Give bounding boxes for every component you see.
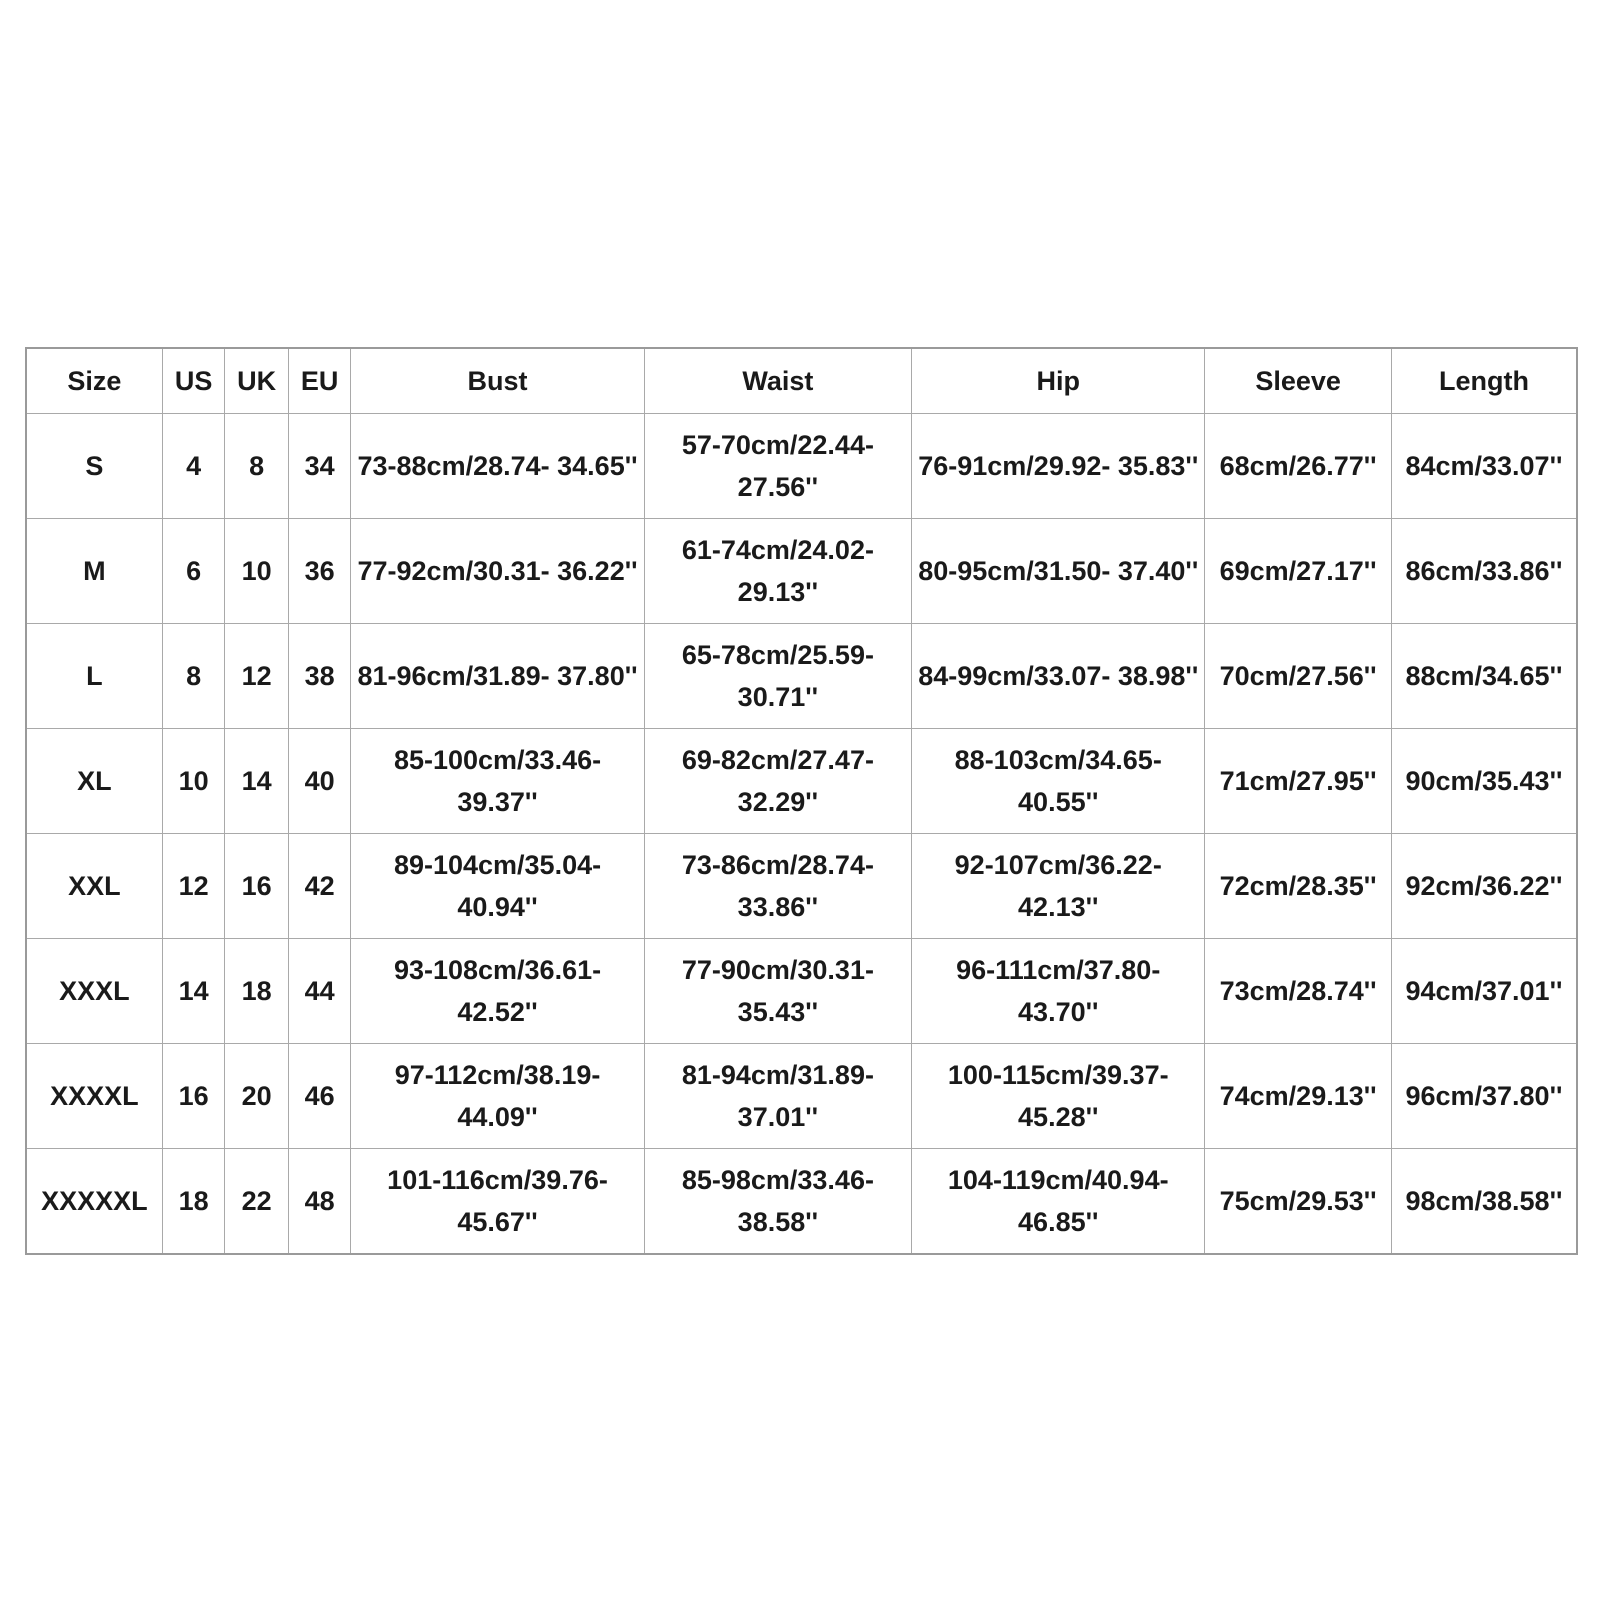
- cell-length: 98cm/38.58'': [1391, 1149, 1577, 1255]
- cell-sleeve: 69cm/27.17'': [1205, 519, 1392, 624]
- cell-hip: 100-115cm/39.37- 45.28'': [912, 1044, 1205, 1149]
- size-chart-header: [26, 348, 1577, 414]
- cell-hip: 92-107cm/36.22- 42.13'': [912, 834, 1205, 939]
- cell-eu: 40: [288, 729, 351, 834]
- cell-sleeve: 71cm/27.95'': [1205, 729, 1392, 834]
- cell-waist: 57-70cm/22.44- 27.56'': [644, 414, 912, 519]
- cell-us: 8: [162, 624, 225, 729]
- cell-uk: 14: [225, 729, 289, 834]
- cell-sleeve: 73cm/28.74'': [1205, 939, 1392, 1044]
- cell-eu: 44: [288, 939, 351, 1044]
- table-row: [26, 939, 1577, 1044]
- header-us: US: [162, 348, 225, 414]
- cell-eu: 34: [288, 414, 351, 519]
- cell-hip: 88-103cm/34.65- 40.55'': [912, 729, 1205, 834]
- cell-size: M: [26, 519, 162, 624]
- cell-size: XXXXL: [26, 1044, 162, 1149]
- cell-us: 10: [162, 729, 225, 834]
- cell-eu: 38: [288, 624, 351, 729]
- cell-us: 6: [162, 519, 225, 624]
- cell-bust: 97-112cm/38.19- 44.09'': [351, 1044, 644, 1149]
- cell-bust: 81-96cm/31.89- 37.80'': [351, 624, 644, 729]
- cell-waist: 85-98cm/33.46- 38.58'': [644, 1149, 912, 1255]
- header-eu: EU: [288, 348, 351, 414]
- cell-us: 12: [162, 834, 225, 939]
- table-row: [26, 414, 1577, 519]
- cell-us: 14: [162, 939, 225, 1044]
- cell-size: XXXL: [26, 939, 162, 1044]
- cell-us: 4: [162, 414, 225, 519]
- cell-length: 92cm/36.22'': [1391, 834, 1577, 939]
- cell-eu: 48: [288, 1149, 351, 1255]
- header-sleeve: Sleeve: [1205, 348, 1392, 414]
- table-row: [26, 1149, 1577, 1255]
- cell-size: XXXXXL: [26, 1149, 162, 1255]
- cell-waist: 81-94cm/31.89- 37.01'': [644, 1044, 912, 1149]
- cell-uk: 8: [225, 414, 289, 519]
- cell-bust: 73-88cm/28.74- 34.65'': [351, 414, 644, 519]
- header-bust: Bust: [351, 348, 644, 414]
- cell-uk: 16: [225, 834, 289, 939]
- cell-length: 88cm/34.65'': [1391, 624, 1577, 729]
- cell-size: L: [26, 624, 162, 729]
- cell-sleeve: 72cm/28.35'': [1205, 834, 1392, 939]
- table-row: [26, 1044, 1577, 1149]
- cell-length: 90cm/35.43'': [1391, 729, 1577, 834]
- cell-bust: 89-104cm/35.04- 40.94'': [351, 834, 644, 939]
- table-row: [26, 729, 1577, 834]
- cell-length: 84cm/33.07'': [1391, 414, 1577, 519]
- header-size: Size: [26, 348, 162, 414]
- cell-uk: 22: [225, 1149, 289, 1255]
- cell-length: 86cm/33.86'': [1391, 519, 1577, 624]
- cell-waist: 61-74cm/24.02- 29.13'': [644, 519, 912, 624]
- cell-length: 94cm/37.01'': [1391, 939, 1577, 1044]
- cell-sleeve: 68cm/26.77'': [1205, 414, 1392, 519]
- cell-uk: 10: [225, 519, 289, 624]
- cell-size: S: [26, 414, 162, 519]
- header-row: [26, 348, 1577, 414]
- table-row: [26, 519, 1577, 624]
- cell-hip: 80-95cm/31.50- 37.40'': [912, 519, 1205, 624]
- size-chart-body: [26, 414, 1577, 1255]
- cell-eu: 46: [288, 1044, 351, 1149]
- cell-sleeve: 70cm/27.56'': [1205, 624, 1392, 729]
- header-length: Length: [1391, 348, 1577, 414]
- cell-hip: 96-111cm/37.80- 43.70'': [912, 939, 1205, 1044]
- cell-eu: 42: [288, 834, 351, 939]
- cell-hip: 104-119cm/40.94- 46.85'': [912, 1149, 1205, 1255]
- cell-bust: 77-92cm/30.31- 36.22'': [351, 519, 644, 624]
- cell-waist: 65-78cm/25.59- 30.71'': [644, 624, 912, 729]
- header-hip: Hip: [912, 348, 1205, 414]
- cell-uk: 20: [225, 1044, 289, 1149]
- cell-length: 96cm/37.80'': [1391, 1044, 1577, 1149]
- header-waist: Waist: [644, 348, 912, 414]
- cell-size: XL: [26, 729, 162, 834]
- cell-bust: 93-108cm/36.61- 42.52'': [351, 939, 644, 1044]
- cell-waist: 69-82cm/27.47- 32.29'': [644, 729, 912, 834]
- table-row: [26, 624, 1577, 729]
- cell-sleeve: 75cm/29.53'': [1205, 1149, 1392, 1255]
- cell-waist: 73-86cm/28.74- 33.86'': [644, 834, 912, 939]
- cell-hip: 84-99cm/33.07- 38.98'': [912, 624, 1205, 729]
- size-chart-table: [25, 347, 1578, 1255]
- cell-waist: 77-90cm/30.31- 35.43'': [644, 939, 912, 1044]
- cell-bust: 101-116cm/39.76- 45.67'': [351, 1149, 644, 1255]
- cell-sleeve: 74cm/29.13'': [1205, 1044, 1392, 1149]
- cell-us: 16: [162, 1044, 225, 1149]
- header-uk: UK: [225, 348, 289, 414]
- cell-eu: 36: [288, 519, 351, 624]
- cell-uk: 12: [225, 624, 289, 729]
- cell-bust: 85-100cm/33.46- 39.37'': [351, 729, 644, 834]
- cell-size: XXL: [26, 834, 162, 939]
- table-row: [26, 834, 1577, 939]
- cell-hip: 76-91cm/29.92- 35.83'': [912, 414, 1205, 519]
- cell-us: 18: [162, 1149, 225, 1255]
- cell-uk: 18: [225, 939, 289, 1044]
